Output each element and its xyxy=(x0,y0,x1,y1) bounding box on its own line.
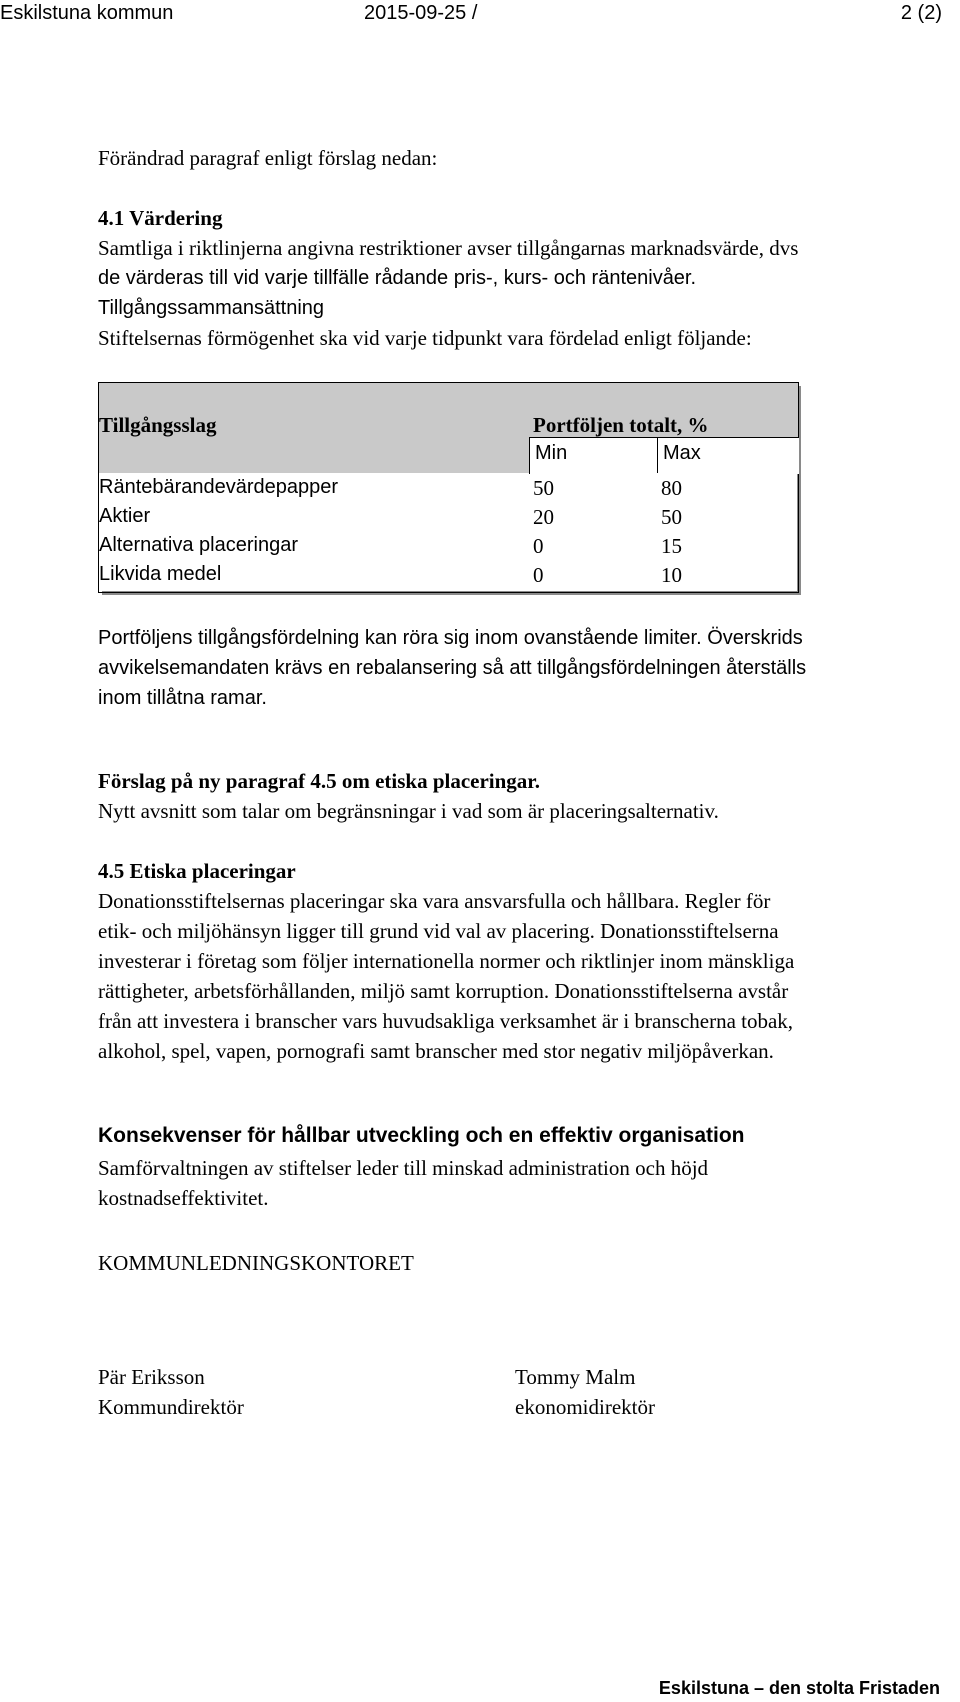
table-row-label: Räntebärandevärdepapper xyxy=(99,476,339,498)
signature-right xyxy=(515,1363,655,1422)
section-4-1-line: Samtliga i riktlinjerna angivna restriktioner avser tillgångarnas marknadsvärde, dvs xyxy=(98,236,799,260)
table-row-min: 0 xyxy=(533,534,544,558)
section-4-5-line: rättigheter, arbetsförhållanden, miljö samt korruption. Donationsstiftelserna avstår xyxy=(98,979,789,1003)
footer-slogan: Eskilstuna – den stolta Fristaden xyxy=(658,1678,940,1698)
limits-paragraph xyxy=(98,623,953,713)
proposal-heading: Förslag på ny paragraf 4.5 om etiska placeringar. xyxy=(98,769,540,793)
consequences-line: kostnadseffektivitet. xyxy=(98,1186,269,1210)
limits-line: Portföljens tillgångsfördelning kan röra sig inom ovanstående limiter. Överskrids xyxy=(98,627,803,649)
table-header-max: Max xyxy=(663,442,701,464)
table-row-label: Aktier xyxy=(99,505,151,527)
signature-name: Tommy Malm xyxy=(515,1365,636,1389)
section-4-5-heading: 4.5 Etiska placeringar xyxy=(98,859,296,883)
office-name: KOMMUNLEDNINGSKONTORET xyxy=(98,1251,414,1275)
table-row-label: Likvida medel xyxy=(99,563,222,585)
signature-name: Pär Eriksson xyxy=(98,1365,205,1389)
table-header-portfolio-total: Portföljen totalt, % xyxy=(533,413,709,437)
section-4-5-line: investerar i företag som följer internationella normer och riktlinjer inom mänskliga xyxy=(98,949,795,973)
table-row-max: 10 xyxy=(661,563,682,587)
table-row-label: Alternativa placeringar xyxy=(99,534,298,556)
section-4-1-heading: 4.1 Värdering xyxy=(98,206,223,230)
consequences-heading: Konsekvenser för hållbar utveckling och en effektiv organisation xyxy=(98,1124,745,1147)
section-4-1 xyxy=(98,203,953,353)
section-4-5-line: etik- och miljöhänsyn ligger till grund vid val av placering. Donationsstiftelserna xyxy=(98,919,779,943)
table-minmax-divider xyxy=(657,437,658,473)
section-4-5 xyxy=(98,856,953,1066)
header-municipality: Eskilstuna kommun xyxy=(0,2,174,24)
table-row-min: 0 xyxy=(533,563,544,587)
table-row-min: 50 xyxy=(533,476,554,500)
section-4-5-line: Donationsstiftelsernas placeringar ska vara ansvarsfulla och hållbara. Regler för xyxy=(98,889,771,913)
signature-title: Kommundirektör xyxy=(98,1395,244,1419)
allocation-table xyxy=(98,382,799,593)
section-4-1-lead: Stiftelsernas förmögenhet ska vid varje tidpunkt vara fördelad enligt följande: xyxy=(98,326,752,350)
consequences-line: Samförvaltningen av stiftelser leder till minskad administration och höjd xyxy=(98,1156,709,1180)
signature-left xyxy=(98,1363,244,1422)
header-page-number: 2 (2) xyxy=(900,2,942,24)
limits-line: avvikelsemandaten krävs en rebalansering så att tillgångsfördelningen återställs xyxy=(98,657,807,679)
table-row-max: 80 xyxy=(661,476,682,500)
section-4-5-line: från att investera i branscher vars huvudsakliga verksamhet är i branscherna tobak, xyxy=(98,1009,794,1033)
intro-text: Förändrad paragraf enligt förslag nedan: xyxy=(98,146,438,170)
section-4-5-line: alkohol, spel, vapen, pornografi samt branscher med stor negativ miljöpåverkan. xyxy=(98,1039,774,1063)
proposal-block xyxy=(98,766,953,826)
table-header-asset-class: Tillgångsslag xyxy=(99,413,217,437)
header-date: 2015-09-25 / xyxy=(364,2,478,24)
table-row-max: 50 xyxy=(661,505,682,529)
table-header-min: Min xyxy=(535,442,568,464)
consequences-body xyxy=(98,1153,953,1213)
limits-line: inom tillåtna ramar. xyxy=(98,687,267,709)
table-row-min: 20 xyxy=(533,505,554,529)
table-row-max: 15 xyxy=(661,534,682,558)
section-4-1-line: de värderas till vid varje tillfälle rådande pris-, kurs- och räntenivåer. xyxy=(98,267,697,289)
section-4-1-subheading: Tillgångssammansättning xyxy=(98,297,325,319)
proposal-text: Nytt avsnitt som talar om begränsningar i vad som är placeringsalternativ. xyxy=(98,799,719,823)
signature-title: ekonomidirektör xyxy=(515,1395,655,1419)
